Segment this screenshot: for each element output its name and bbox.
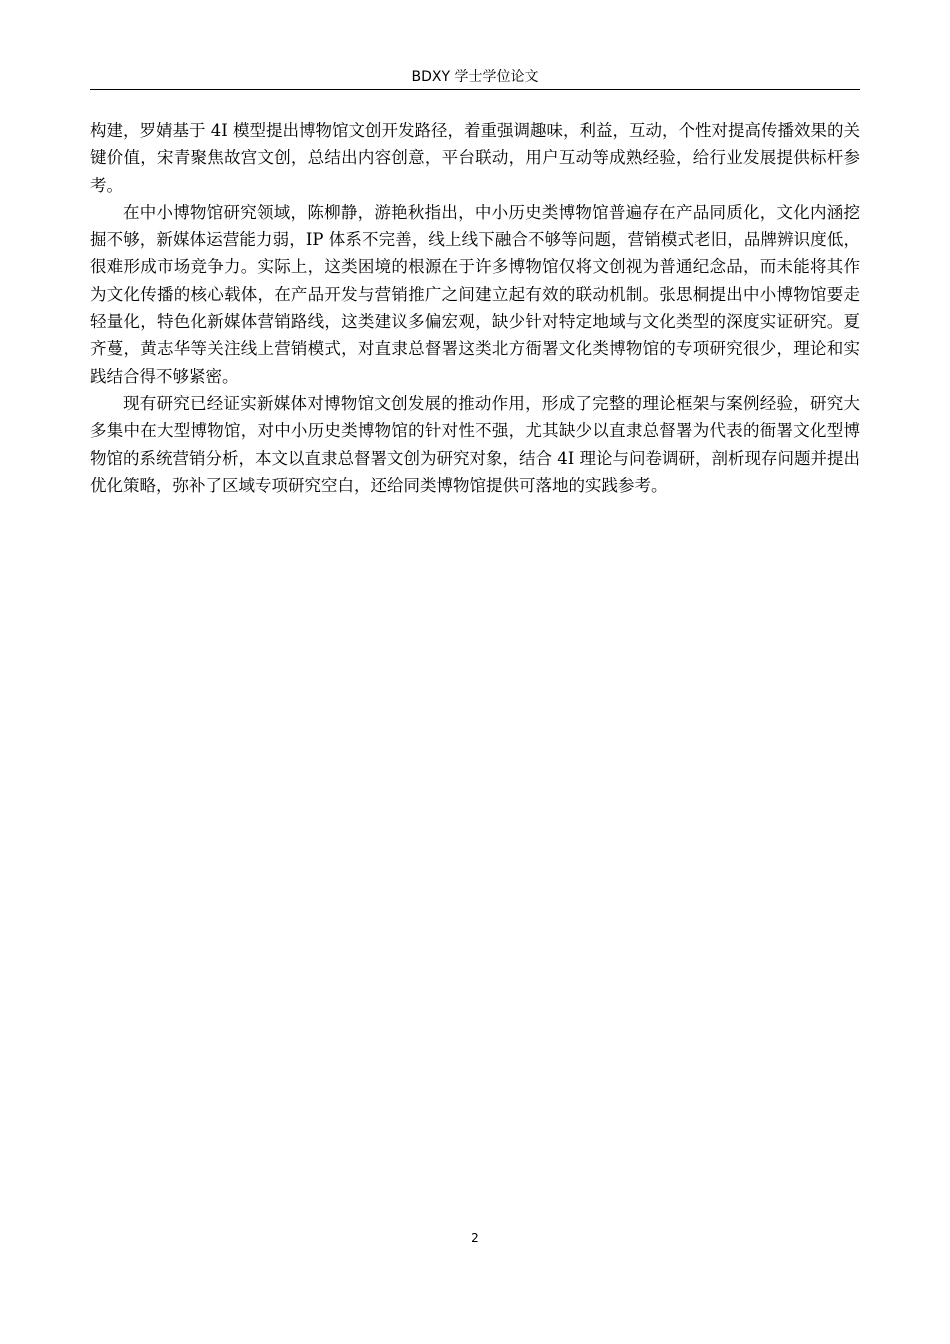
- paragraph-continuation: 构建，罗婧基于 4I 模型提出博物馆文创开发路径，着重强调趣味，利益，互动，个性对提高传播效果的关键价值，宋青聚焦故宫文创，总结出内容创意，平台联动，用户互动等成熟经验，给行业发展提供标杆参考。: [90, 121, 861, 195]
- body-text: [90, 117, 860, 499]
- page-number: 2: [471, 1231, 479, 1245]
- running-header: BDXY 学士学位论文: [411, 69, 539, 85]
- paragraph: 现有研究已经证实新媒体对博物馆文创发展的推动作用，形成了完整的理论框架与案例经验，研究大多集中在大型博物馆，对中小历史类博物馆的针对性不强，尤其缺少以直隶总督署为代表的衙署文化型博物馆的系统营销分析，本文以直隶总督署文创为研究对象，结合 4I 理论与问卷调研，剖析现存问题并提出优化策略，弥补了区域专项研究空白，还给同类博物馆提供可落地的实践参考。: [90, 393, 861, 495]
- paragraph: 在中小博物馆研究领域，陈柳静，游艳秋指出，中小历史类博物馆普遍存在产品同质化，文化内涵挖掘不够，新媒体运营能力弱，IP 体系不完善，线上线下融合不够等问题，营销模式老旧，品牌辨识度低，很难形成市场竞争力。实际上，这类困境的根源在于许多博物馆仅将文创视为普通纪念品，而未能将其作为文化传播的核心载体，在产品开发与营销推广之间建立起有效的联动机制。张思桐提出中小博物馆要走轻量化，特色化新媒体营销路线，这类建议多偏宏观，缺少针对特定地域与文化类型的深度实证研究。夏齐蔓，黄志华等关注线上营销模式，对直隶总督署这类北方衙署文化类博物馆的专项研究很少，理论和实践结合得不够紧密。: [90, 202, 860, 386]
- header-rule: [90, 89, 860, 90]
